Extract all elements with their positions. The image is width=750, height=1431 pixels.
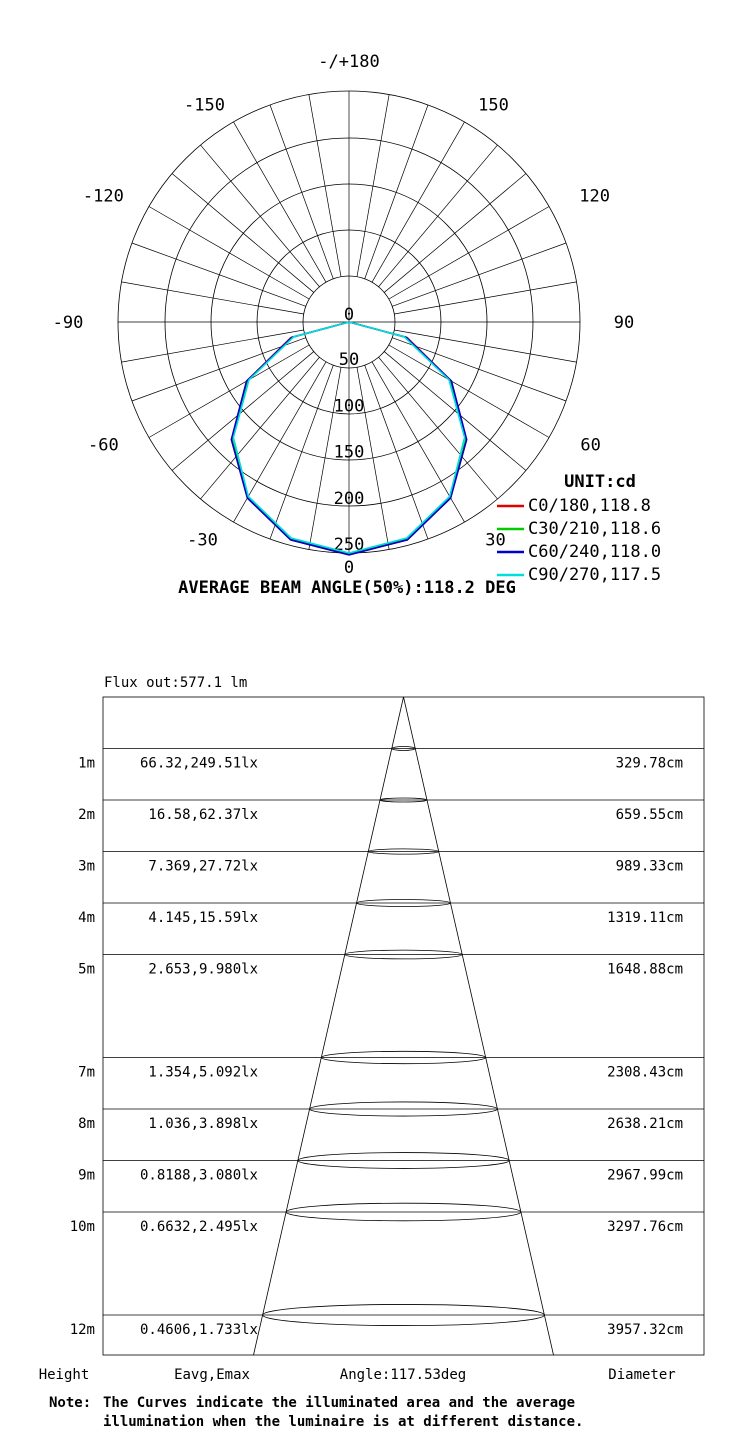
row-diameter: 3297.76cm [607, 1219, 683, 1235]
angle-label: 120 [579, 186, 610, 207]
radial-label: 0 [343, 305, 355, 325]
table-frame [103, 697, 704, 1355]
row-eavg-emax: 4.145,15.59lx [148, 910, 258, 926]
unit-label: UNIT:cd [564, 472, 636, 492]
polar-spoke [132, 243, 306, 306]
row-height: 3m [78, 858, 95, 875]
polar-spoke [357, 95, 389, 277]
polar-spoke [392, 338, 566, 401]
cone-edge-left [254, 697, 404, 1355]
legend-entry: C90/270,117.5 [528, 565, 662, 585]
footer-eavg: Eavg,Emax [174, 1367, 250, 1383]
row-height: 8m [78, 1116, 95, 1132]
row-height: 10m [69, 1219, 95, 1235]
row-diameter: 659.55cm [615, 807, 683, 823]
note-line-2: illumination when the luminaire is at different distance. [103, 1414, 584, 1430]
polar-spoke [379, 357, 498, 499]
row-diameter: 3957.32cm [607, 1322, 683, 1338]
polar-spoke [372, 122, 465, 282]
row-eavg-emax: 7.369,27.72lx [148, 858, 258, 875]
row-diameter: 2638.21cm [607, 1116, 683, 1132]
radial-label: 150 [333, 442, 365, 463]
row-eavg-emax: 66.32,249.51lx [139, 755, 258, 772]
polar-spoke [201, 357, 320, 499]
row-eavg-emax: 2.653,9.980lx [148, 961, 258, 978]
note-line-1: The Curves indicate the illuminated area and the average [103, 1395, 576, 1411]
row-height: 2m [78, 807, 95, 823]
legend-entry: C0/180,118.8 [528, 496, 651, 516]
polar-spoke [172, 352, 314, 471]
footer-diameter: Diameter [608, 1367, 676, 1383]
angle-label: 90 [613, 313, 635, 333]
angle-label: -/+180 [318, 52, 380, 72]
angle-label: -30 [187, 530, 218, 551]
row-height: 7m [78, 1064, 95, 1081]
footer-height: Height [38, 1367, 90, 1383]
polar-spoke [379, 145, 498, 287]
radial-label: 100 [333, 396, 365, 417]
polar-spoke [394, 282, 576, 314]
polar-spoke [132, 338, 306, 401]
beam-angle-text: AVERAGE BEAM ANGLE(50%):118.2 DEG [178, 578, 516, 598]
polar-spoke [392, 243, 566, 306]
row-diameter: 329.78cm [615, 755, 683, 772]
row-diameter: 1648.88cm [607, 961, 683, 978]
polar-spoke [270, 105, 333, 279]
polar-spoke [384, 352, 526, 471]
cone-edge-right [404, 697, 554, 1355]
angle-label: 150 [478, 95, 509, 116]
polar-spoke [149, 207, 309, 300]
radial-label: 200 [333, 488, 365, 509]
polar-spoke [149, 345, 309, 438]
angle-label: 60 [580, 435, 601, 456]
row-eavg-emax: 1.036,3.898lx [148, 1116, 258, 1132]
angle-label: -120 [82, 186, 124, 207]
row-height: 4m [78, 910, 95, 926]
polar-spoke [122, 330, 304, 362]
polar-legend [497, 472, 661, 585]
row-height: 9m [78, 1167, 95, 1184]
polar-spoke [122, 282, 304, 314]
row-eavg-emax: 1.354,5.092lx [148, 1064, 258, 1081]
polar-spoke [384, 174, 526, 293]
polar-spoke [365, 105, 428, 279]
row-height: 5m [78, 961, 95, 978]
angle-label: 30 [485, 530, 506, 551]
row-eavg-emax: 0.8188,3.080lx [139, 1167, 258, 1184]
angle-label: 0 [343, 558, 355, 578]
polar-spoke [270, 365, 333, 539]
polar-spoke [394, 330, 576, 362]
polar-spoke [389, 207, 549, 300]
row-eavg-emax: 16.58,62.37lx [148, 807, 258, 823]
row-height: 1m [78, 755, 95, 772]
angle-label: -150 [184, 95, 225, 116]
row-diameter: 989.33cm [615, 858, 683, 875]
radial-label: 50 [338, 350, 360, 371]
row-diameter: 2967.99cm [607, 1167, 683, 1184]
angle-label: -60 [88, 435, 119, 456]
flux-text: Flux out:577.1 lm [104, 675, 248, 691]
polar-spoke [201, 145, 320, 287]
polar-spoke [172, 174, 314, 293]
row-diameter: 1319.11cm [607, 910, 683, 926]
polar-spoke [309, 95, 341, 277]
legend-entry: C30/210,118.6 [528, 519, 662, 539]
note-label: Note: [49, 1395, 92, 1411]
row-eavg-emax: 0.4606,1.733lx [139, 1322, 258, 1338]
polar-spoke [365, 365, 428, 539]
row-eavg-emax: 0.6632,2.495lx [139, 1219, 258, 1235]
radial-label: 250 [333, 535, 365, 555]
row-height: 12m [69, 1322, 95, 1338]
row-diameter: 2308.43cm [607, 1064, 683, 1081]
illuminance-table [39, 675, 704, 1430]
polar-spoke [389, 345, 549, 438]
polar-spoke [234, 122, 327, 282]
angle-label: -90 [52, 313, 84, 333]
legend-entry: C60/240,118.0 [528, 542, 662, 562]
footer-angle: Angle:117.53deg [339, 1367, 467, 1383]
